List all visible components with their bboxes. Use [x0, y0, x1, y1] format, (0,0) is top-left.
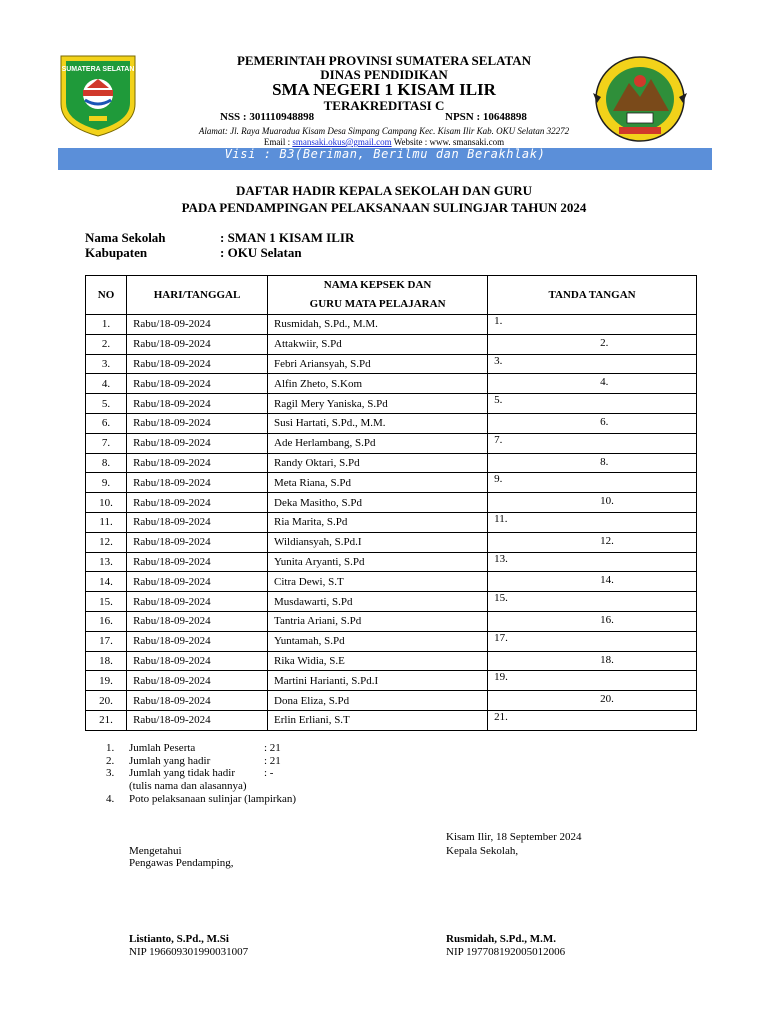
signature-number: 3.	[494, 354, 503, 367]
letterhead-school-name: SMA NEGERI 1 KISAM ILIR	[272, 80, 496, 99]
letterhead-contact	[0, 137, 768, 147]
row-date: Rabu/18-09-2024	[127, 453, 268, 473]
signature-number: 8.	[600, 455, 609, 468]
district-label: Kabupaten	[85, 245, 148, 260]
document-subtitle: PADA PENDAMPINGAN PELAKSANAAN SULINGJAR TAHUN 2024	[181, 200, 587, 215]
row-signature-cell	[488, 691, 697, 711]
table-row	[86, 691, 697, 711]
table-row	[86, 671, 697, 691]
row-no: 4.	[86, 374, 127, 394]
visi-text: Visi : B3(Beriman, Berilmu dan Berakhlak)	[224, 147, 546, 161]
row-date: Rabu/18-09-2024	[127, 315, 268, 335]
left-signer-name: Listianto, S.Pd., M.Si	[129, 933, 229, 945]
signature-number: 10.	[600, 495, 614, 508]
row-no: 2.	[86, 334, 127, 354]
letterhead-npsn: NPSN : 10648898	[445, 111, 527, 123]
summary-value: : -	[264, 767, 274, 779]
summary-number: 3.	[106, 767, 115, 779]
row-signature-cell	[488, 413, 697, 433]
row-date: Rabu/18-09-2024	[127, 473, 268, 493]
row-signature-cell	[488, 334, 697, 354]
row-no: 6.	[86, 413, 127, 433]
row-date: Rabu/18-09-2024	[127, 512, 268, 532]
table-row	[86, 631, 697, 651]
letterhead-department: DINAS PENDIDIKAN	[320, 67, 448, 82]
row-signature-cell	[488, 671, 697, 691]
row-name: Meta Riana, S.Pd	[268, 473, 488, 493]
row-name: Rusmidah, S.Pd., M.M.	[268, 315, 488, 335]
row-no: 16.	[86, 611, 127, 631]
table-row	[86, 394, 697, 414]
row-name: Musdawarti, S.Pd	[268, 592, 488, 612]
summary-number: 1.	[106, 742, 115, 754]
row-name: Citra Dewi, S.T	[268, 572, 488, 592]
row-name: Ragil Mery Yaniska, S.Pd	[268, 394, 488, 414]
row-date: Rabu/18-09-2024	[127, 413, 268, 433]
row-no: 3.	[86, 354, 127, 374]
summary-number: 2.	[106, 755, 115, 767]
signature-number: 11.	[494, 512, 508, 525]
signature-number: 5.	[494, 394, 503, 407]
signature-number: 19.	[494, 671, 508, 684]
header-name	[268, 276, 488, 315]
right-signer-name: Rusmidah, S.Pd., M.M.	[446, 933, 557, 945]
row-date: Rabu/18-09-2024	[127, 710, 268, 730]
header-name-line2: GURU MATA PELAJARAN	[309, 298, 446, 310]
document-title: DAFTAR HADIR KEPALA SEKOLAH DAN GURU	[235, 183, 532, 198]
table-row	[86, 473, 697, 493]
row-no: 20.	[86, 691, 127, 711]
row-no: 12.	[86, 532, 127, 552]
right-sign-line1: Kepala Sekolah,	[446, 845, 519, 857]
row-name: Randy Oktari, S.Pd	[268, 453, 488, 473]
row-signature-cell	[488, 493, 697, 513]
table-row	[86, 433, 697, 453]
summary-label: Jumlah yang tidak hadir	[129, 767, 236, 779]
row-date: Rabu/18-09-2024	[127, 354, 268, 374]
letterhead-nss: NSS : 301110948898	[220, 111, 315, 123]
summary-value: : 21	[264, 755, 281, 767]
header-no: NO	[86, 276, 127, 315]
summary-label: Jumlah Peserta	[129, 742, 196, 754]
row-no: 5.	[86, 394, 127, 414]
email-link[interactable]: smansaki.okus@gmail.com	[292, 137, 392, 147]
row-signature-cell	[488, 512, 697, 532]
signature-number: 16.	[600, 613, 614, 626]
table-row	[86, 710, 697, 730]
signature-number: 4.	[600, 376, 609, 389]
row-no: 1.	[86, 315, 127, 335]
table-row	[86, 572, 697, 592]
summary-number: 4.	[106, 793, 115, 805]
table-row	[86, 354, 697, 374]
school-label: Nama Sekolah	[85, 230, 166, 245]
table-row	[86, 532, 697, 552]
row-no: 19.	[86, 671, 127, 691]
row-name: Martini Harianti, S.Pd.I	[268, 671, 488, 691]
summary-value: : 21	[264, 742, 281, 754]
table-row	[86, 651, 697, 671]
row-no: 10.	[86, 493, 127, 513]
left-sign-line2: Pengawas Pendamping,	[129, 857, 234, 869]
emblem-text: SUMATERA SELATAN	[61, 66, 135, 73]
row-signature-cell	[488, 315, 697, 335]
signature-number: 21.	[494, 710, 508, 723]
header-name-line1: NAMA KEPSEK DAN	[323, 279, 432, 291]
row-signature-cell	[488, 710, 697, 730]
row-no: 9.	[86, 473, 127, 493]
table-row	[86, 512, 697, 532]
row-signature-cell	[488, 651, 697, 671]
signature-number: 7.	[494, 433, 503, 446]
table-row	[86, 493, 697, 513]
row-date: Rabu/18-09-2024	[127, 572, 268, 592]
row-name: Yuntamah, S.Pd	[268, 631, 488, 651]
row-no: 11.	[86, 512, 127, 532]
table-row	[86, 611, 697, 631]
row-no: 17.	[86, 631, 127, 651]
header-sign: TANDA TANGAN	[488, 276, 697, 315]
row-signature-cell	[488, 473, 697, 493]
signature-number: 2.	[600, 336, 609, 349]
row-signature-cell	[488, 532, 697, 552]
row-signature-cell	[488, 631, 697, 651]
row-name: Febri Ariansyah, S.Pd	[268, 354, 488, 374]
row-name: Attakwiir, S.Pd	[268, 334, 488, 354]
table-row	[86, 552, 697, 572]
table-body	[86, 315, 697, 731]
letterhead-address: Alamat: Jl. Raya Muaradua Kisam Desa Simpang Campang Kec. Kisam Ilir Kab. OKU Selatan 32272	[198, 126, 570, 136]
row-date: Rabu/18-09-2024	[127, 691, 268, 711]
letterhead-government: PEMERINTAH PROVINSI SUMATERA SELATAN	[236, 53, 532, 68]
table-header-row	[86, 276, 697, 315]
signature-number: 15.	[494, 592, 508, 605]
row-name: Deka Masitho, S.Pd	[268, 493, 488, 513]
table-row	[86, 413, 697, 433]
signature-number: 17.	[494, 631, 508, 644]
row-signature-cell	[488, 552, 697, 572]
table-row	[86, 315, 697, 335]
signature-number: 18.	[600, 653, 614, 666]
row-name: Ria Marita, S.Pd	[268, 512, 488, 532]
summary-label: Poto pelaksanaan sulinjar (lampirkan)	[129, 793, 297, 805]
place-date: Kisam Ilir, 18 September 2024	[446, 831, 582, 843]
row-no: 15.	[86, 592, 127, 612]
row-date: Rabu/18-09-2024	[127, 671, 268, 691]
row-name: Ade Herlambang, S.Pd	[268, 433, 488, 453]
row-no: 8.	[86, 453, 127, 473]
row-date: Rabu/18-09-2024	[127, 433, 268, 453]
left-signer-nip: NIP 196609301990031007	[129, 946, 249, 958]
row-date: Rabu/18-09-2024	[127, 651, 268, 671]
row-name: Yunita Aryanti, S.Pd	[268, 552, 488, 572]
header-date: HARI/TANGGAL	[127, 276, 268, 315]
row-name: Susi Hartati, S.Pd., M.M.	[268, 413, 488, 433]
row-date: Rabu/18-09-2024	[127, 552, 268, 572]
table-row	[86, 334, 697, 354]
signature-number: 12.	[600, 534, 614, 547]
row-signature-cell	[488, 592, 697, 612]
district-value: : OKU Selatan	[220, 245, 302, 260]
row-name: Erlin Erliani, S.T	[268, 710, 488, 730]
row-signature-cell	[488, 572, 697, 592]
row-name: Rika Widia, S.E	[268, 651, 488, 671]
signature-number: 9.	[494, 473, 503, 486]
row-signature-cell	[488, 453, 697, 473]
letterhead-accreditation: TERAKREDITASI C	[323, 98, 445, 113]
row-date: Rabu/18-09-2024	[127, 394, 268, 414]
school-value: : SMAN 1 KISAM ILIR	[220, 230, 355, 245]
summary-label: Jumlah yang hadir	[129, 755, 211, 767]
website-text: Website : www. smansaki.com	[391, 137, 505, 147]
table-row	[86, 374, 697, 394]
signature-number: 13.	[494, 552, 508, 565]
row-date: Rabu/18-09-2024	[127, 611, 268, 631]
row-signature-cell	[488, 611, 697, 631]
table-row	[86, 453, 697, 473]
signature-number: 1.	[494, 315, 503, 327]
row-signature-cell	[488, 354, 697, 374]
attendance-table	[85, 275, 697, 731]
signature-number: 20.	[600, 693, 614, 706]
row-no: 14.	[86, 572, 127, 592]
row-no: 13.	[86, 552, 127, 572]
left-sign-line1: Mengetahui	[129, 845, 182, 857]
row-name: Wildiansyah, S.Pd.I	[268, 532, 488, 552]
row-signature-cell	[488, 394, 697, 414]
signature-number: 14.	[600, 574, 614, 587]
row-date: Rabu/18-09-2024	[127, 493, 268, 513]
row-date: Rabu/18-09-2024	[127, 532, 268, 552]
row-no: 18.	[86, 651, 127, 671]
row-date: Rabu/18-09-2024	[127, 631, 268, 651]
row-no: 7.	[86, 433, 127, 453]
right-signer-nip: NIP 197708192005012006	[446, 946, 566, 958]
row-signature-cell	[488, 374, 697, 394]
row-signature-cell	[488, 433, 697, 453]
row-date: Rabu/18-09-2024	[127, 334, 268, 354]
email-prefix: Email :	[263, 137, 293, 147]
row-name: Alfin Zheto, S.Kom	[268, 374, 488, 394]
row-date: Rabu/18-09-2024	[127, 592, 268, 612]
signature-number: 6.	[600, 415, 609, 428]
table-row	[86, 592, 697, 612]
row-name: Tantria Ariani, S.Pd	[268, 611, 488, 631]
row-name: Dona Eliza, S.Pd	[268, 691, 488, 711]
row-no: 21.	[86, 710, 127, 730]
summary-label: (tulis nama dan alasannya)	[129, 780, 247, 792]
row-date: Rabu/18-09-2024	[127, 374, 268, 394]
